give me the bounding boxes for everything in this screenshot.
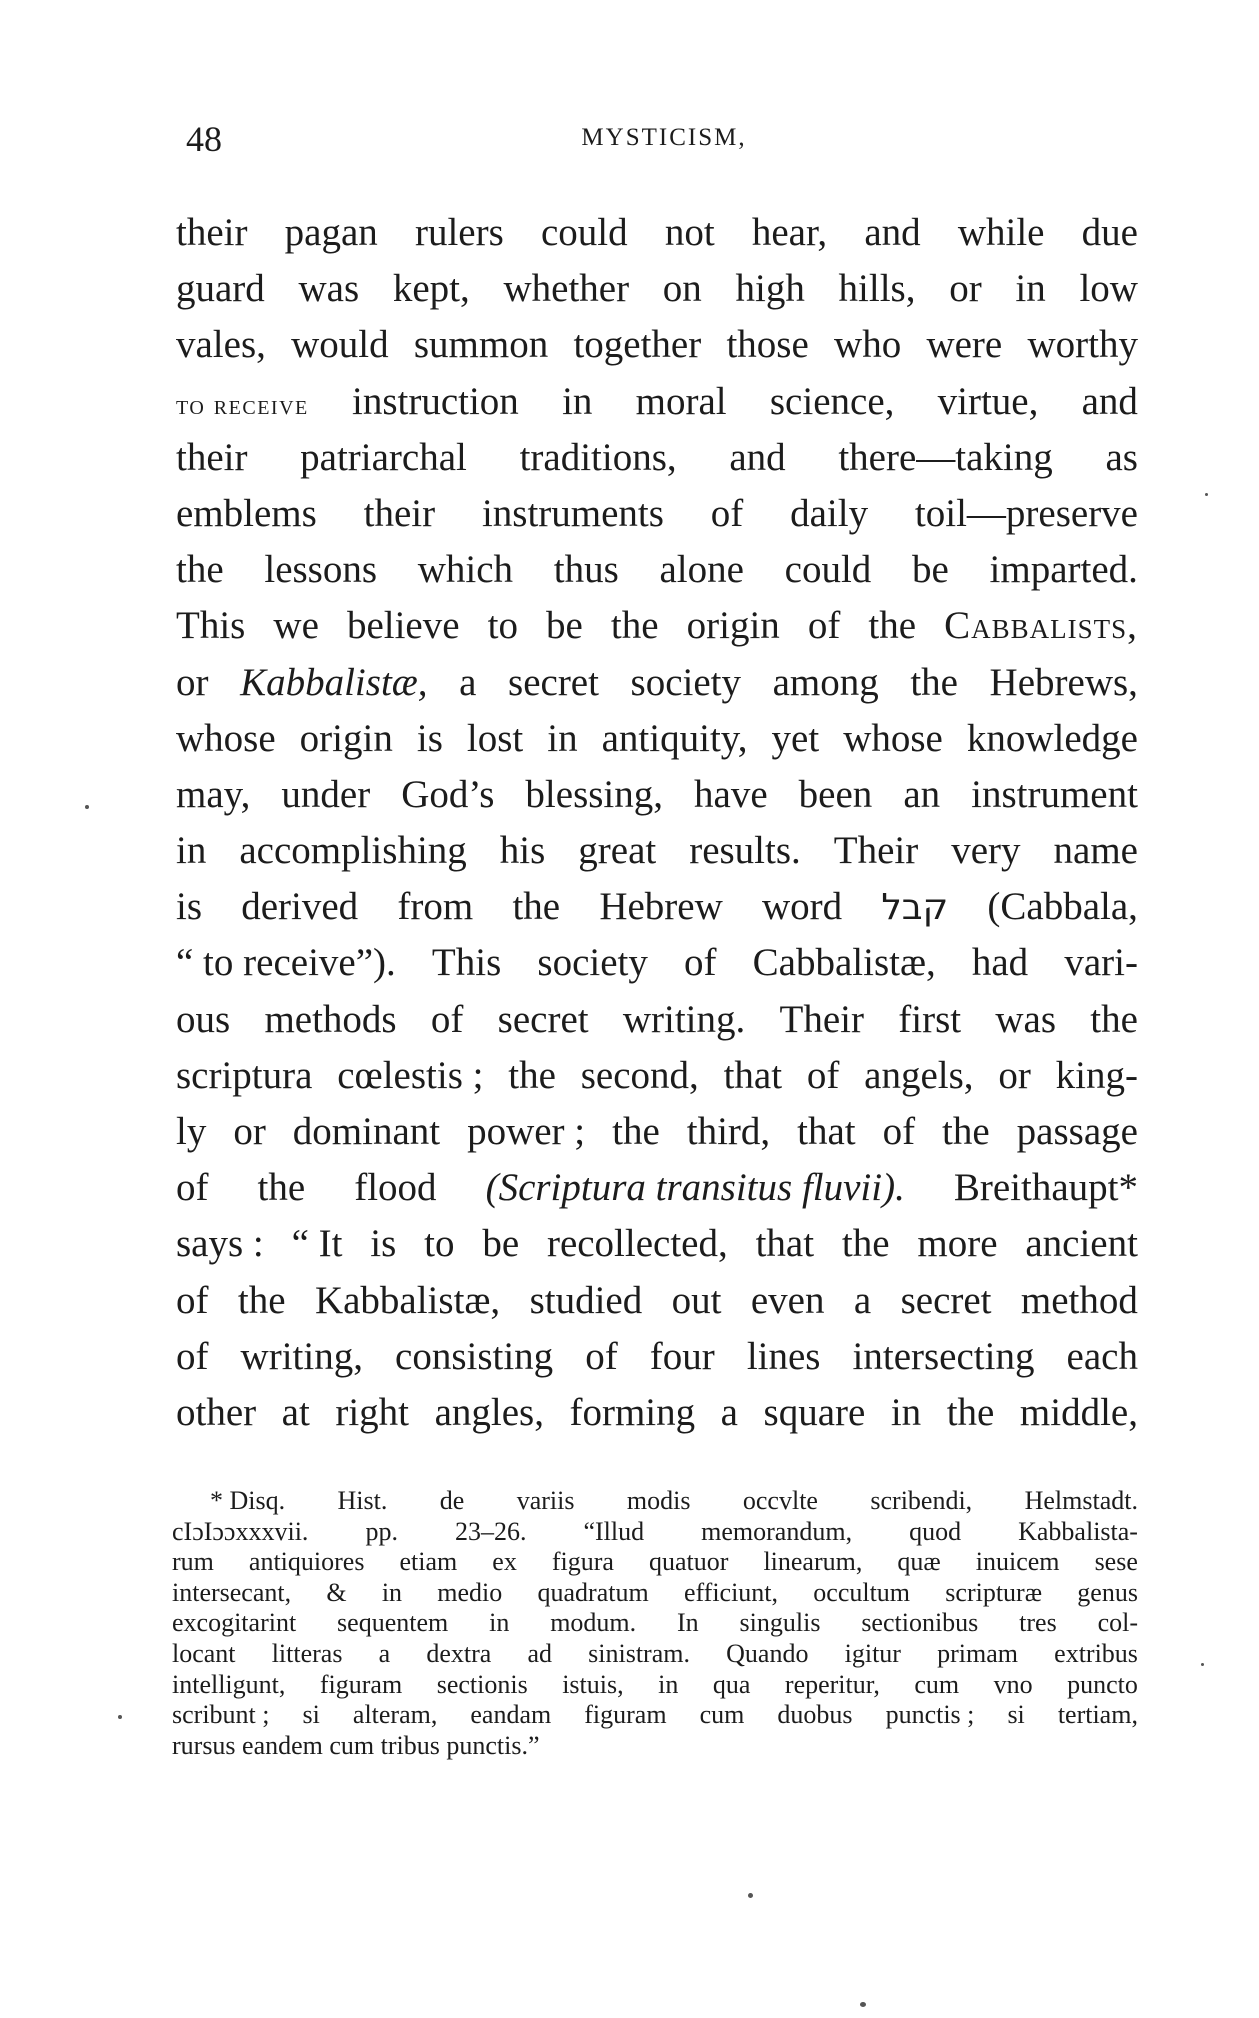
- footnote-line: scribunt ; si alteram, eandam figuram cum duobus punctis ; si tertiam,: [172, 1700, 1138, 1730]
- text-line: of the flood (Scriptura transitus fluvii). Breithaupt*: [176, 1160, 1138, 1216]
- small-caps-to-receive: to receive: [176, 389, 309, 421]
- paper-speck: [85, 805, 89, 809]
- text-line: may, under God’s blessing, have been an instrument: [176, 772, 1138, 816]
- hebrew-word: קבל: [881, 887, 949, 929]
- footnote-line: intelligunt, figuram sectionis istuis, in qua reperitur, cum vno puncto: [172, 1669, 1138, 1699]
- text-line: other at right angles, forming a square in the middle,: [176, 1390, 1138, 1434]
- text-line: ly or dominant power ; the third, that of the passage: [176, 1110, 1138, 1153]
- text-line: to receive instruction in moral science, virtue, and: [176, 374, 1138, 430]
- text-line: whose origin is lost in antiquity, yet whose knowledge: [176, 716, 1138, 760]
- text-line: This we believe to be the origin of the Cabbalists,: [176, 598, 1138, 654]
- page-number: 48: [186, 119, 222, 159]
- running-head: MYSTICISM,: [581, 124, 747, 151]
- footnote-line: locant litteras a dextra ad sinistram. Quando igitur primam extribus: [172, 1638, 1138, 1668]
- footnote-line: excogitarint sequentem in modum. In singulis sectionibus tres col-: [172, 1608, 1138, 1638]
- text-line: emblems their instruments of daily toil—preserve: [176, 491, 1138, 535]
- italic-kabbalistae: Kabbalistæ,: [240, 660, 428, 704]
- text-line: is derived from the Hebrew word קבל (Cabbala,: [176, 879, 1138, 935]
- text-line: of the Kabbalistæ, studied out even a secret method: [176, 1278, 1138, 1322]
- text-line: of writing, consisting of four lines intersecting each: [176, 1334, 1138, 1378]
- text-line: vales, would summon together those who were worthy: [176, 323, 1138, 367]
- text-line: their pagan rulers could not hear, and while due: [176, 211, 1138, 254]
- text-line: or Kabbalistæ, a secret society among the Hebrews,: [176, 655, 1138, 711]
- text-line: in accomplishing his great results. Their very name: [176, 829, 1138, 873]
- text-line: guard was kept, whether on high hills, or in low: [176, 267, 1138, 311]
- paper-speck: [1205, 493, 1208, 496]
- footnote-line: rum antiquiores etiam ex figura quatuor linearum, quæ inuicem sese: [172, 1547, 1138, 1577]
- footnote-line: intersecant, & in medio quadratum efficiunt, occultum scripturæ genus: [172, 1577, 1138, 1607]
- text-line: scriptura cœlestis ; the second, that of angels, or king-: [176, 1053, 1138, 1097]
- italic-scriptura-transitus: (Scriptura transitus fluvii).: [485, 1166, 905, 1210]
- paper-speck: [1201, 1663, 1204, 1666]
- footnote: [172, 1486, 1138, 1761]
- paper-speck: [748, 1893, 753, 1898]
- text-line: says : “ It is to be recollected, that the more ancient: [176, 1222, 1138, 1266]
- page-header: [186, 118, 1142, 162]
- text-line: “ to receive”). This society of Cabbalistæ, had vari-: [176, 941, 1138, 985]
- text-line: the lessons which thus alone could be imparted.: [176, 548, 1138, 592]
- footnote-line: rursus eandem cum tribus punctis.”: [172, 1730, 540, 1760]
- text-line: ous methods of secret writing. Their first was the: [176, 997, 1138, 1041]
- small-caps-cabbalists: Cabbalists,: [944, 604, 1138, 648]
- body-text: [176, 205, 1138, 1441]
- footnote-line: cIɔIɔɔxxxvii. pp. 23–26. “Illud memorandum, quod Kabbalista-: [172, 1516, 1138, 1546]
- text-line: their patriarchal traditions, and there—taking as: [176, 435, 1138, 479]
- paper-speck: [118, 1715, 122, 1719]
- footnote-line: * Disq. Hist. de variis modis occvlte scribendi, Helmstadt.: [210, 1486, 1138, 1515]
- paper-speck: [860, 2002, 866, 2007]
